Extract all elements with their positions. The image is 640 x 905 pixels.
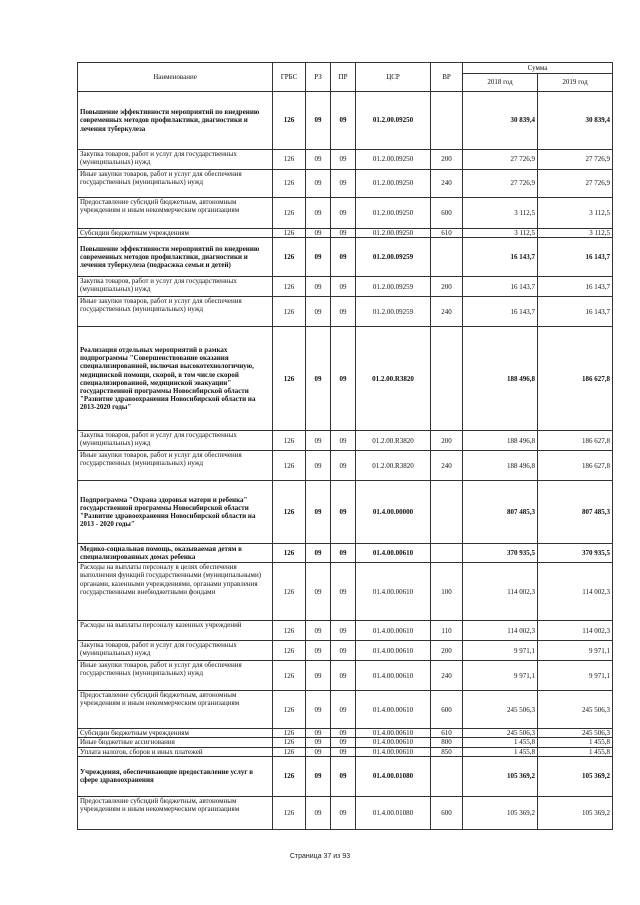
cell-pr: 09 (331, 563, 356, 621)
cell-grbs: 126 (273, 621, 306, 641)
header-pr: ПР (331, 63, 356, 92)
cell-pr: 09 (331, 150, 356, 170)
cell-pr: 09 (331, 747, 356, 756)
cell-csr: 01.2.00.09250 (356, 92, 431, 150)
cell-2018: 1 455,8 (463, 738, 538, 747)
cell-pr: 09 (331, 229, 356, 238)
cell-pr: 09 (331, 661, 356, 691)
cell-pr: 09 (331, 621, 356, 641)
table-header (78, 63, 613, 92)
cell-vr: 850 (431, 747, 463, 756)
cell-csr: 01.4.00.00610 (356, 747, 431, 756)
cell-pr: 09 (331, 481, 356, 544)
cell-pr: 09 (331, 238, 356, 277)
cell-rz: 09 (306, 297, 331, 327)
cell-2018: 9 971,1 (463, 661, 538, 691)
cell-pr: 09 (331, 544, 356, 563)
cell-vr: 200 (431, 150, 463, 170)
cell-2019: 245 506,3 (538, 691, 613, 729)
table-row (78, 544, 613, 563)
table-row (78, 327, 613, 431)
cell-pr: 09 (331, 92, 356, 150)
cell-2018: 188 496,8 (463, 431, 538, 451)
cell-name: Иные закупки товаров, работ и услуг для обеспечения государственных (муниципальных) нужд (78, 451, 273, 481)
cell-2018: 105 369,2 (463, 756, 538, 796)
cell-vr (431, 327, 463, 431)
table-row (78, 198, 613, 229)
cell-csr: 01.4.00.00610 (356, 563, 431, 621)
cell-2018: 807 485,3 (463, 481, 538, 544)
cell-name: Закупка товаров, работ и услуг для государственных (муниципальных) нужд (78, 277, 273, 297)
cell-csr: 01.2.00.R3820 (356, 451, 431, 481)
cell-2018: 16 143,7 (463, 297, 538, 327)
cell-2018: 245 506,3 (463, 691, 538, 729)
cell-rz: 09 (306, 796, 331, 829)
cell-rz: 09 (306, 747, 331, 756)
cell-csr: 01.4.00.00610 (356, 691, 431, 729)
cell-grbs: 126 (273, 756, 306, 796)
table-row (78, 641, 613, 661)
cell-2019: 3 112,5 (538, 198, 613, 229)
cell-name: Повышение эффективности мероприятий по внедрению современных методов профилактики, диагностики и лечения туберкулеза (78, 92, 273, 150)
cell-grbs: 126 (273, 641, 306, 661)
cell-2019: 16 143,7 (538, 238, 613, 277)
cell-name: Закупка товаров, работ и услуг для государственных (муниципальных) нужд (78, 641, 273, 661)
cell-vr: 240 (431, 170, 463, 198)
cell-2018: 370 935,5 (463, 544, 538, 563)
table-row (78, 621, 613, 641)
cell-csr: 01.2.00.09259 (356, 297, 431, 327)
cell-name: Расходы на выплаты персоналу казенных учреждений (78, 621, 273, 641)
table-row (78, 756, 613, 796)
table-row (78, 229, 613, 238)
cell-2019: 9 971,1 (538, 641, 613, 661)
cell-grbs: 126 (273, 198, 306, 229)
cell-grbs: 126 (273, 238, 306, 277)
cell-2019: 27 726,9 (538, 150, 613, 170)
cell-2019: 30 839,4 (538, 92, 613, 150)
table-row (78, 92, 613, 150)
header-name: Наименование (78, 63, 273, 92)
cell-pr: 09 (331, 198, 356, 229)
cell-vr (431, 756, 463, 796)
cell-rz: 09 (306, 150, 331, 170)
cell-pr: 09 (331, 277, 356, 297)
cell-csr: 01.4.00.00610 (356, 729, 431, 738)
cell-grbs: 126 (273, 431, 306, 451)
cell-csr: 01.4.00.00000 (356, 481, 431, 544)
table-row (78, 170, 613, 198)
cell-name: Предоставление субсидий бюджетным, автономным учреждениям и иным некоммерческим организациям (78, 198, 273, 229)
cell-vr: 200 (431, 641, 463, 661)
cell-name: Субсидии бюджетным учреждениям (78, 729, 273, 738)
cell-csr: 01.2.00.09259 (356, 238, 431, 277)
table-row (78, 729, 613, 738)
cell-rz: 09 (306, 327, 331, 431)
cell-pr: 09 (331, 327, 356, 431)
cell-csr: 01.2.00.09250 (356, 170, 431, 198)
cell-csr: 01.2.00.09250 (356, 150, 431, 170)
cell-rz: 09 (306, 544, 331, 563)
cell-grbs: 126 (273, 451, 306, 481)
cell-rz: 09 (306, 563, 331, 621)
cell-pr: 09 (331, 691, 356, 729)
cell-name: Медико-социальная помощь, оказываемая детям в специализированных домах ребенка (78, 544, 273, 563)
cell-grbs: 126 (273, 563, 306, 621)
cell-grbs: 126 (273, 729, 306, 738)
cell-csr: 01.2.00.09250 (356, 198, 431, 229)
cell-2018: 27 726,9 (463, 150, 538, 170)
cell-name: Расходы на выплаты персоналу в целях обеспечения выполнения функций государственными (муниципальными) органами, казенными учреждениями, органами управления государственными внебюджетными фондами (78, 563, 273, 621)
header-year-2019: 2019 год (538, 74, 613, 92)
cell-vr: 600 (431, 796, 463, 829)
cell-name: Реализация отдельных мероприятий в рамках подпрограммы "Совершенствование оказания специализированной, включая высокотехнологичную, медицинской помощи, скорой, в том числе скорой специализированной, медицинской эвакуации" государственной программы Новосибирской области "Развитие здравоохранения Новосибирской области на 2013-2020 годы" (78, 327, 273, 431)
cell-2019: 245 506,3 (538, 729, 613, 738)
cell-2019: 3 112,5 (538, 229, 613, 238)
cell-2018: 105 369,2 (463, 796, 538, 829)
cell-name: Иные закупки товаров, работ и услуг для обеспечения государственных (муниципальных) нужд (78, 297, 273, 327)
cell-name: Закупка товаров, работ и услуг для государственных (муниципальных) нужд (78, 150, 273, 170)
header-year-2018: 2018 год (463, 74, 538, 92)
cell-rz: 09 (306, 691, 331, 729)
cell-2019: 1 455,8 (538, 738, 613, 747)
cell-csr: 01.4.00.00610 (356, 738, 431, 747)
header-grbs: ГРБС (273, 63, 306, 92)
cell-grbs: 126 (273, 796, 306, 829)
header-rz: РЗ (306, 63, 331, 92)
cell-pr: 09 (331, 170, 356, 198)
cell-name: Предоставление субсидий бюджетным, автономным учреждениям и иным некоммерческим организациям (78, 796, 273, 829)
cell-csr: 01.4.00.01080 (356, 796, 431, 829)
cell-2019: 114 002,3 (538, 621, 613, 641)
cell-vr (431, 92, 463, 150)
cell-rz: 09 (306, 756, 331, 796)
table-row (78, 481, 613, 544)
table-row (78, 747, 613, 756)
cell-grbs: 126 (273, 738, 306, 747)
cell-grbs: 126 (273, 747, 306, 756)
cell-2019: 1 455,8 (538, 747, 613, 756)
cell-pr: 09 (331, 756, 356, 796)
cell-2019: 186 627,8 (538, 327, 613, 431)
cell-grbs: 126 (273, 544, 306, 563)
cell-grbs: 126 (273, 297, 306, 327)
cell-rz: 09 (306, 238, 331, 277)
cell-2018: 16 143,7 (463, 238, 538, 277)
cell-2018: 3 112,5 (463, 229, 538, 238)
cell-pr: 09 (331, 431, 356, 451)
cell-vr: 610 (431, 229, 463, 238)
cell-grbs: 126 (273, 327, 306, 431)
cell-csr: 01.4.00.00610 (356, 661, 431, 691)
table-body (78, 92, 613, 830)
cell-grbs: 126 (273, 229, 306, 238)
table-row (78, 691, 613, 729)
cell-2018: 3 112,5 (463, 198, 538, 229)
cell-2018: 114 002,3 (463, 621, 538, 641)
cell-2019: 16 143,7 (538, 277, 613, 297)
cell-pr: 09 (331, 641, 356, 661)
cell-rz: 09 (306, 431, 331, 451)
cell-vr: 240 (431, 451, 463, 481)
page-footer: Страница 37 из 93 (289, 853, 351, 860)
cell-pr: 09 (331, 796, 356, 829)
cell-vr (431, 544, 463, 563)
cell-rz: 09 (306, 661, 331, 691)
cell-pr: 09 (331, 451, 356, 481)
cell-rz: 09 (306, 738, 331, 747)
cell-2018: 114 002,3 (463, 563, 538, 621)
cell-name: Уплата налогов, сборов и иных платежей (78, 747, 273, 756)
cell-vr: 110 (431, 621, 463, 641)
cell-vr: 200 (431, 431, 463, 451)
cell-2018: 16 143,7 (463, 277, 538, 297)
table-row (78, 277, 613, 297)
cell-2018: 245 506,3 (463, 729, 538, 738)
header-csr: ЦСР (356, 63, 431, 92)
table-row (78, 738, 613, 747)
cell-csr: 01.2.00.R3820 (356, 327, 431, 431)
cell-vr: 800 (431, 738, 463, 747)
cell-rz: 09 (306, 729, 331, 738)
cell-vr: 600 (431, 691, 463, 729)
header-vr: ВР (431, 63, 463, 92)
cell-2019: 105 369,2 (538, 796, 613, 829)
cell-csr: 01.2.00.R3820 (356, 431, 431, 451)
cell-pr: 09 (331, 297, 356, 327)
cell-rz: 09 (306, 277, 331, 297)
cell-name: Иные закупки товаров, работ и услуг для обеспечения государственных (муниципальных) нужд (78, 661, 273, 691)
cell-pr: 09 (331, 738, 356, 747)
cell-csr: 01.4.00.00610 (356, 544, 431, 563)
cell-vr: 200 (431, 277, 463, 297)
cell-vr: 100 (431, 563, 463, 621)
cell-csr: 01.4.00.01080 (356, 756, 431, 796)
table-row (78, 563, 613, 621)
cell-csr: 01.2.00.09250 (356, 229, 431, 238)
cell-vr: 610 (431, 729, 463, 738)
cell-name: Субсидии бюджетным учреждениям (78, 229, 273, 238)
cell-vr: 240 (431, 297, 463, 327)
cell-vr: 600 (431, 198, 463, 229)
cell-rz: 09 (306, 451, 331, 481)
cell-name: Повышение эффективности мероприятий по внедрению современных методов профилактики, диагностики и лечения туберкулеза (подрасжка семьи и детей) (78, 238, 273, 277)
cell-pr: 09 (331, 729, 356, 738)
cell-name: Подпрограмма "Охрана здоровья матери и ребенка" государственной программы Новосибирской области "Развитие здравоохранения Новосибирской области на 2013 - 2020 годы" (78, 481, 273, 544)
cell-2019: 186 627,8 (538, 451, 613, 481)
cell-grbs: 126 (273, 170, 306, 198)
cell-2019: 186 627,8 (538, 431, 613, 451)
header-sum: Сумма (463, 63, 613, 74)
cell-2019: 105 369,2 (538, 756, 613, 796)
budget-table (77, 62, 613, 830)
cell-name: Иные закупки товаров, работ и услуг для обеспечения государственных (муниципальных) нужд (78, 170, 273, 198)
cell-2019: 114 002,3 (538, 563, 613, 621)
cell-csr: 01.2.00.09259 (356, 277, 431, 297)
cell-2019: 807 485,3 (538, 481, 613, 544)
cell-grbs: 126 (273, 150, 306, 170)
cell-name: Иные бюджетные ассигнования (78, 738, 273, 747)
cell-rz: 09 (306, 92, 331, 150)
cell-2019: 370 935,5 (538, 544, 613, 563)
cell-rz: 09 (306, 229, 331, 238)
cell-2018: 188 496,8 (463, 327, 538, 431)
cell-grbs: 126 (273, 481, 306, 544)
cell-vr: 240 (431, 661, 463, 691)
cell-2018: 27 726,9 (463, 170, 538, 198)
cell-csr: 01.4.00.00610 (356, 641, 431, 661)
cell-vr (431, 238, 463, 277)
table-row (78, 661, 613, 691)
table-row (78, 150, 613, 170)
cell-rz: 09 (306, 198, 331, 229)
table-row (78, 297, 613, 327)
cell-2018: 9 971,1 (463, 641, 538, 661)
cell-rz: 09 (306, 170, 331, 198)
cell-2018: 1 455,8 (463, 747, 538, 756)
table-row (78, 431, 613, 451)
cell-grbs: 126 (273, 92, 306, 150)
cell-2019: 9 971,1 (538, 661, 613, 691)
cell-grbs: 126 (273, 691, 306, 729)
table-row (78, 238, 613, 277)
cell-2019: 16 143,7 (538, 297, 613, 327)
cell-rz: 09 (306, 641, 331, 661)
table-row (78, 796, 613, 829)
cell-2019: 27 726,9 (538, 170, 613, 198)
cell-2018: 30 839,4 (463, 92, 538, 150)
cell-rz: 09 (306, 621, 331, 641)
cell-name: Учреждения, обеспечивающие предоставление услуг в сфере здравоохранения (78, 756, 273, 796)
cell-2018: 188 496,8 (463, 451, 538, 481)
cell-grbs: 126 (273, 661, 306, 691)
table-row (78, 451, 613, 481)
cell-csr: 01.4.00.00610 (356, 621, 431, 641)
cell-rz: 09 (306, 481, 331, 544)
cell-grbs: 126 (273, 277, 306, 297)
cell-vr (431, 481, 463, 544)
cell-name: Закупка товаров, работ и услуг для государственных (муниципальных) нужд (78, 431, 273, 451)
cell-name: Предоставление субсидий бюджетным, автономным учреждениям и иным некоммерческим организациям (78, 691, 273, 729)
